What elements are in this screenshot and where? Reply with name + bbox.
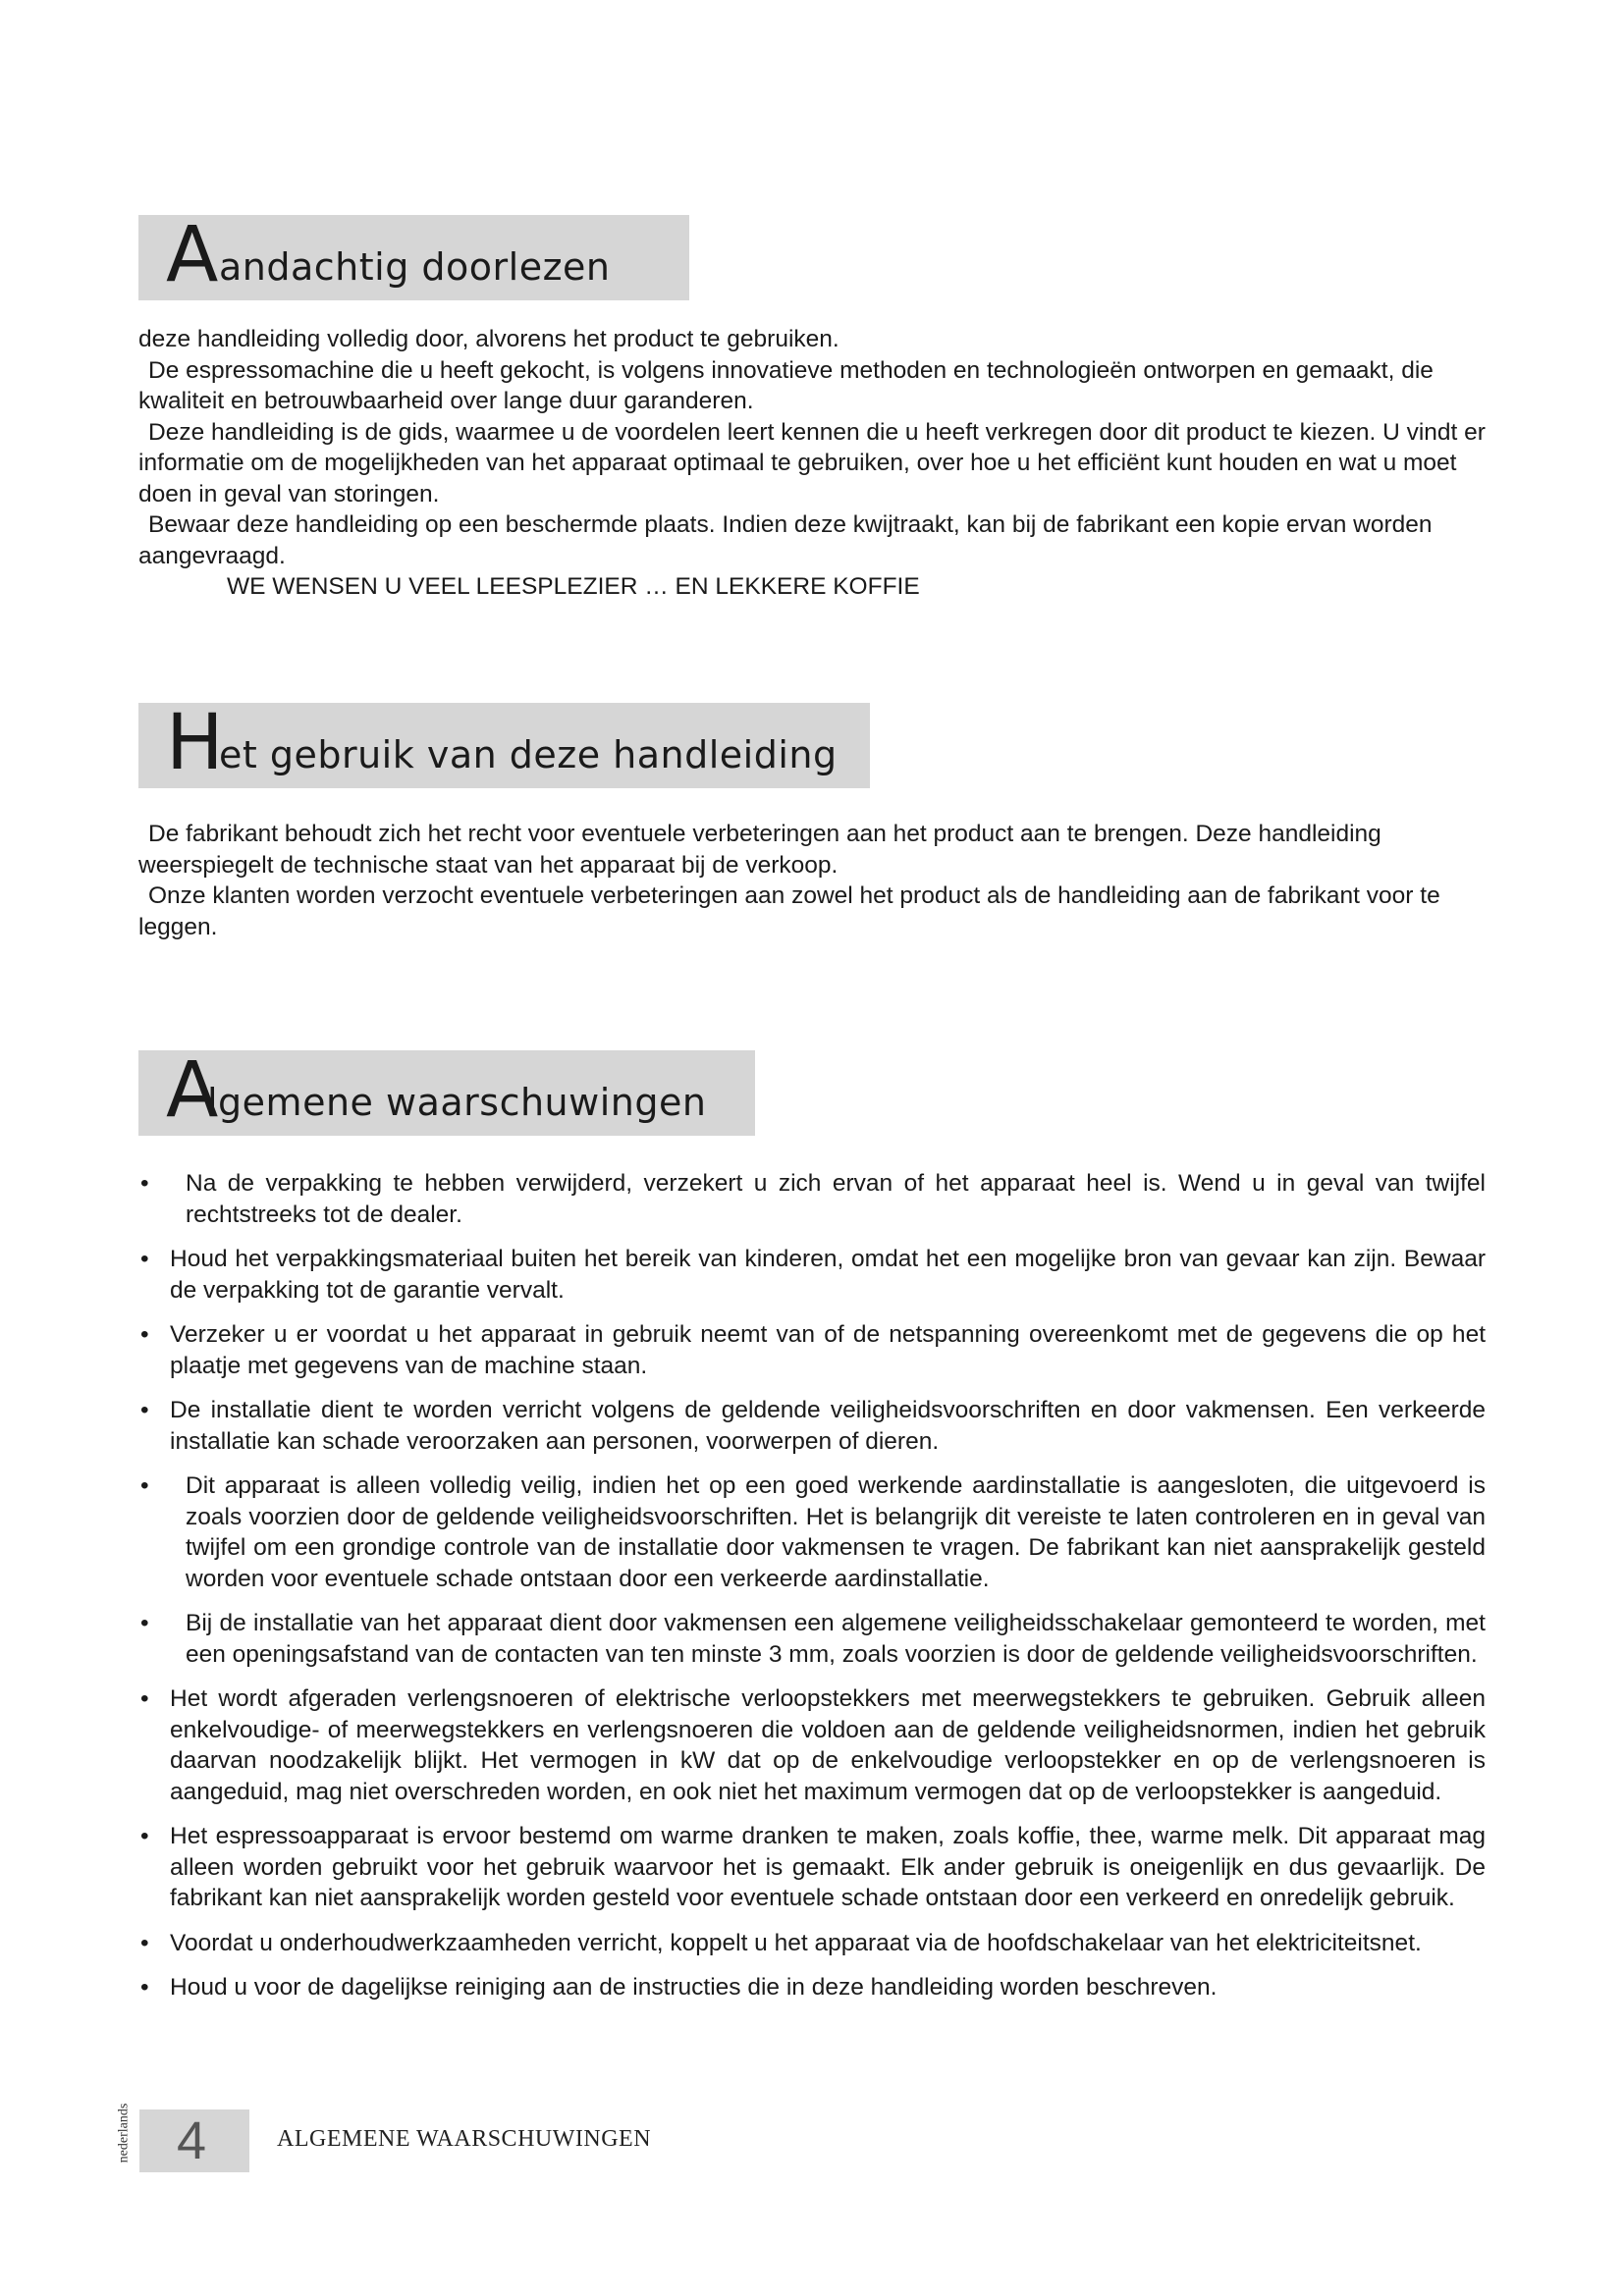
warning-item (138, 1928, 1486, 1959)
usage-paragraph: Onze klanten worden verzocht eventuele verbeteringen aan zowel het product als de handleiding aan de fabrikant voor te leggen. (138, 882, 1440, 940)
heading-text: lgemene waarschuwingen (207, 1081, 707, 1124)
intro-paragraph: deze handleiding volledig door, alvorens het product te gebruiken. (138, 326, 839, 352)
intro-closing: WE WENSEN U VEEL LEESPLEZIER … EN LEKKERE KOFFIE (227, 573, 920, 600)
bullet-icon: • (140, 1170, 149, 1197)
footer-language: nederlands (116, 2103, 132, 2163)
warning-item (138, 1821, 1486, 1914)
bullet-icon: • (140, 1321, 149, 1348)
warning-text: Dit apparaat is alleen volledig veilig, indien het op een goed werkende aardinstallatie is aangesloten, die uitgevoerd is zoals voorzien door de geldende veiligheidsvoorschriften. Het is belangrijk dit vereiste te laten controleren en in geval van twijfel om een grondige controle van de installatie door vakmensen te vragen. De fabrikant kan niet aansprakelijk gesteld worden voor eventuele schade ontstaan door een verkeerde aardinstallatie. (186, 1472, 1486, 1592)
warning-item (138, 1972, 1486, 2003)
warning-item (138, 1608, 1486, 1670)
warning-item (138, 1470, 1486, 1594)
intro-paragraph: De espressomachine die u heeft gekocht, is volgens innovatieve methoden en technologieën ontworpen en gemaakt, die kwaliteit en betrouwbaarheid over lange duur garanderen. (138, 356, 1434, 414)
footer-section-title: ALGEMENE WAARSCHUWINGEN (277, 2126, 652, 2152)
bullet-icon: • (140, 1823, 149, 1849)
bullet-icon: • (140, 1929, 149, 1956)
intro-paragraph: Bewaar deze handleiding op een beschermde plaats. Indien deze kwijtraakt, kan bij de fabrikant een kopie ervan worden aangevraagd. (138, 511, 1433, 569)
page-number: 4 (177, 2111, 207, 2170)
bullet-icon: • (140, 1610, 149, 1636)
bullet-icon: • (140, 1397, 149, 1423)
heading-text: et gebruik van deze handleiding (219, 733, 838, 776)
warning-item (138, 1244, 1486, 1306)
warnings-list (138, 1168, 1486, 2017)
heading-initial: H (166, 703, 224, 787)
section-heading-gebruik (138, 703, 870, 788)
bullet-icon: • (140, 1974, 149, 2001)
heading-initial: A (166, 215, 219, 299)
bullet-icon: • (140, 1472, 149, 1499)
warning-text: Houd het verpakkingsmateriaal buiten het bereik van kinderen, omdat het een mogelijke bron van gevaar kan zijn. Bewaar de verpakking tot de garantie vervalt. (170, 1246, 1486, 1304)
usage-paragraph: De fabrikant behoudt zich het recht voor eventuele verbeteringen aan het product aan te brengen. Deze handleiding weerspiegelt de technische staat van het apparaat bij de verkoop. (138, 821, 1381, 879)
warning-item (138, 1683, 1486, 1807)
section-heading-waarschuwingen (138, 1050, 755, 1136)
intro-text (138, 324, 1486, 603)
warning-text: Na de verpakking te hebben verwijderd, verzekert u zich ervan of het apparaat heel is. Wend u in geval van twijfel rechtstreeks tot de dealer. (186, 1170, 1486, 1228)
warning-item (138, 1319, 1486, 1381)
warning-text: Verzeker u er voordat u het apparaat in gebruik neemt van of de netspanning overeenkomt met de gegevens die op het plaatje met gegevens van de machine staan. (170, 1321, 1486, 1379)
page-number-box (139, 2109, 249, 2172)
warning-item (138, 1395, 1486, 1457)
heading-text: andachtig doorlezen (219, 245, 611, 289)
warning-text: Voordat u onderhoudwerkzaamheden verricht, koppelt u het apparaat via de hoofdschakelaar van het elektriciteitsnet. (170, 1929, 1422, 1956)
warning-text: Houd u voor de dagelijkse reiniging aan de instructies die in deze handleiding worden beschreven. (170, 1974, 1218, 2001)
warning-text: De installatie dient te worden verricht volgens de geldende veiligheidsvoorschriften en door vakmensen. Een verkeerde installatie kan schade veroorzaken aan personen, voorwerpen of dieren. (170, 1397, 1486, 1455)
section-heading-aandachtig (138, 215, 689, 300)
intro-paragraph: Deze handleiding is de gids, waarmee u de voordelen leert kennen die u heeft verkregen door dit product te kiezen. U vindt er informatie om de mogelijkheden van het apparaat optimaal te gebruiken, over hoe u het efficiënt kunt houden en wat u moet doen in geval van storingen. (138, 418, 1486, 507)
bullet-icon: • (140, 1685, 149, 1712)
warning-item (138, 1168, 1486, 1230)
heading-initial: A (166, 1050, 219, 1135)
warning-text: Het espressoapparaat is ervoor bestemd om warme dranken te maken, zoals koffie, thee, warme melk. Dit apparaat mag alleen worden gebruikt voor het gebruik waarvoor het is gemaakt. Elk ander gebruik is oneigenlijk en dus gevaarlijk. De fabrikant kan niet aansprakelijk worden gesteld voor eventuele schade ontstaan door een verkeerd en onredelijk gebruik. (170, 1823, 1486, 1911)
usage-text (138, 819, 1486, 942)
bullet-icon: • (140, 1246, 149, 1272)
warning-text: Het wordt afgeraden verlengsnoeren of elektrische verloopstekkers met meerwegstekkers te gebruiken. Gebruik alleen enkelvoudige- of meerwegstekkers en verlengsnoeren die voldoen aan de geldende veiligheidsnormen, indien het gebruik daarvan noodzakelijk blijkt. Het vermogen in kW dat op de enkelvoudige verloopstekker en op de verlengsnoeren is aangeduid, mag niet overschreden worden, en ook niet het maximum vermogen dat op de verloopstekker is aangeduid. (170, 1685, 1486, 1805)
footer-language-tab (116, 2101, 135, 2169)
warning-text: Bij de installatie van het apparaat dient door vakmensen een algemene veiligheidsschakelaar gemonteerd te worden, met een openingsafstand van de contacten van ten minste 3 mm, zoals voorzien is door de geldende veiligheidsvoorschriften. (186, 1610, 1486, 1668)
